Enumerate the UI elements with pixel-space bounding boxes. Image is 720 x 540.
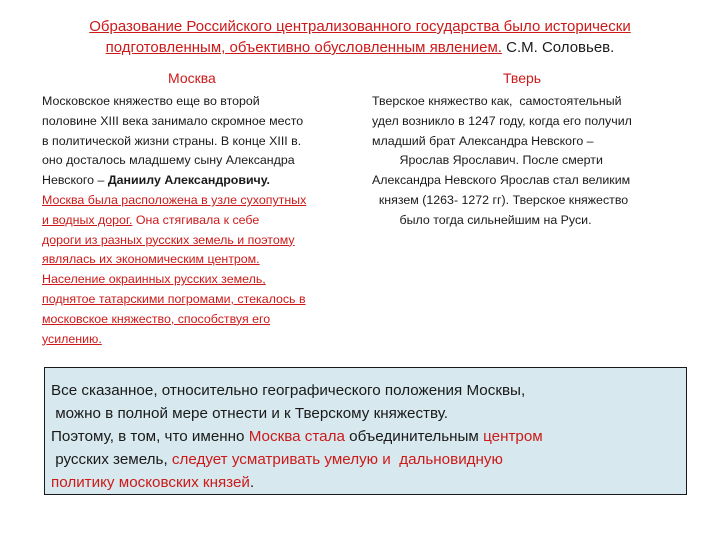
moscow-line-red: поднятое татарскими погромами, стекалось в (42, 291, 306, 306)
moscow-line-red: Москва была расположена в узле сухопутных (42, 192, 307, 207)
tver-line: младший брат Александра Невского – (372, 133, 594, 148)
summary-line: политику московских князей. (51, 474, 255, 491)
moscow-line-red: московское княжество, способствуя его (42, 311, 271, 326)
title-author: С.М. Соловьев. (501, 39, 615, 56)
moscow-line-red: Население окраинных русских земель, (42, 272, 266, 287)
tver-line: Ярослав Ярославич. После смерти (372, 153, 603, 168)
tver-line: удел возникло в 1247 году, когда его получил (372, 113, 632, 128)
moscow-column (42, 92, 352, 349)
slide-title (40, 16, 680, 58)
moscow-line-red: дороги из разных русских земель и поэтому (42, 232, 295, 247)
summary-line: можно в полной мере отнести и к Тверскому княжеству. (51, 405, 449, 422)
tver-line: князем (1263- 1272 гг). Тверское княжество (372, 192, 629, 207)
moscow-line: Невского – Даниилу Александровичу. (42, 173, 270, 188)
moscow-line: Московское княжество еще во второй (42, 94, 260, 108)
moscow-line: половине XIII века занимало скромное место (42, 113, 304, 128)
tver-line: было тогда сильнейшим на Руси. (372, 212, 592, 227)
tver-line: Тверское княжество как, самостоятельный (372, 94, 622, 108)
title-line-1: Образование Российского централизованного государства было исторически (89, 18, 631, 35)
tver-heading: Тверь (503, 70, 542, 86)
summary-box (44, 367, 687, 495)
tver-line: Александра Невского Ярослав стал великим (372, 173, 631, 188)
tver-column (372, 92, 682, 231)
summary-line: Поэтому, в том, что именно Москва стала объединительным центром (51, 428, 543, 445)
summary-line: Все сказанное, относительно географического положения Москвы, (51, 382, 526, 399)
daniil-name: Даниилу Александровичу. (107, 173, 270, 188)
moscow-heading: Москва (168, 70, 216, 86)
moscow-line: и водных дорог. Она стягивала к себе (42, 212, 260, 227)
moscow-line-red: являлась их экономическим центром. (42, 252, 260, 267)
moscow-line: в политической жизни страны. В конце XIII в. (42, 133, 302, 148)
title-quote: подготовленным, объективно обусловленным явлением. (105, 39, 502, 56)
moscow-line: оно досталось младшему сыну Александра (42, 153, 295, 168)
title-line-2 (40, 37, 680, 58)
summary-line: русских земель, следует усматривать умелую и дальновидную (51, 451, 503, 468)
moscow-line-red: усилению. (42, 331, 102, 346)
